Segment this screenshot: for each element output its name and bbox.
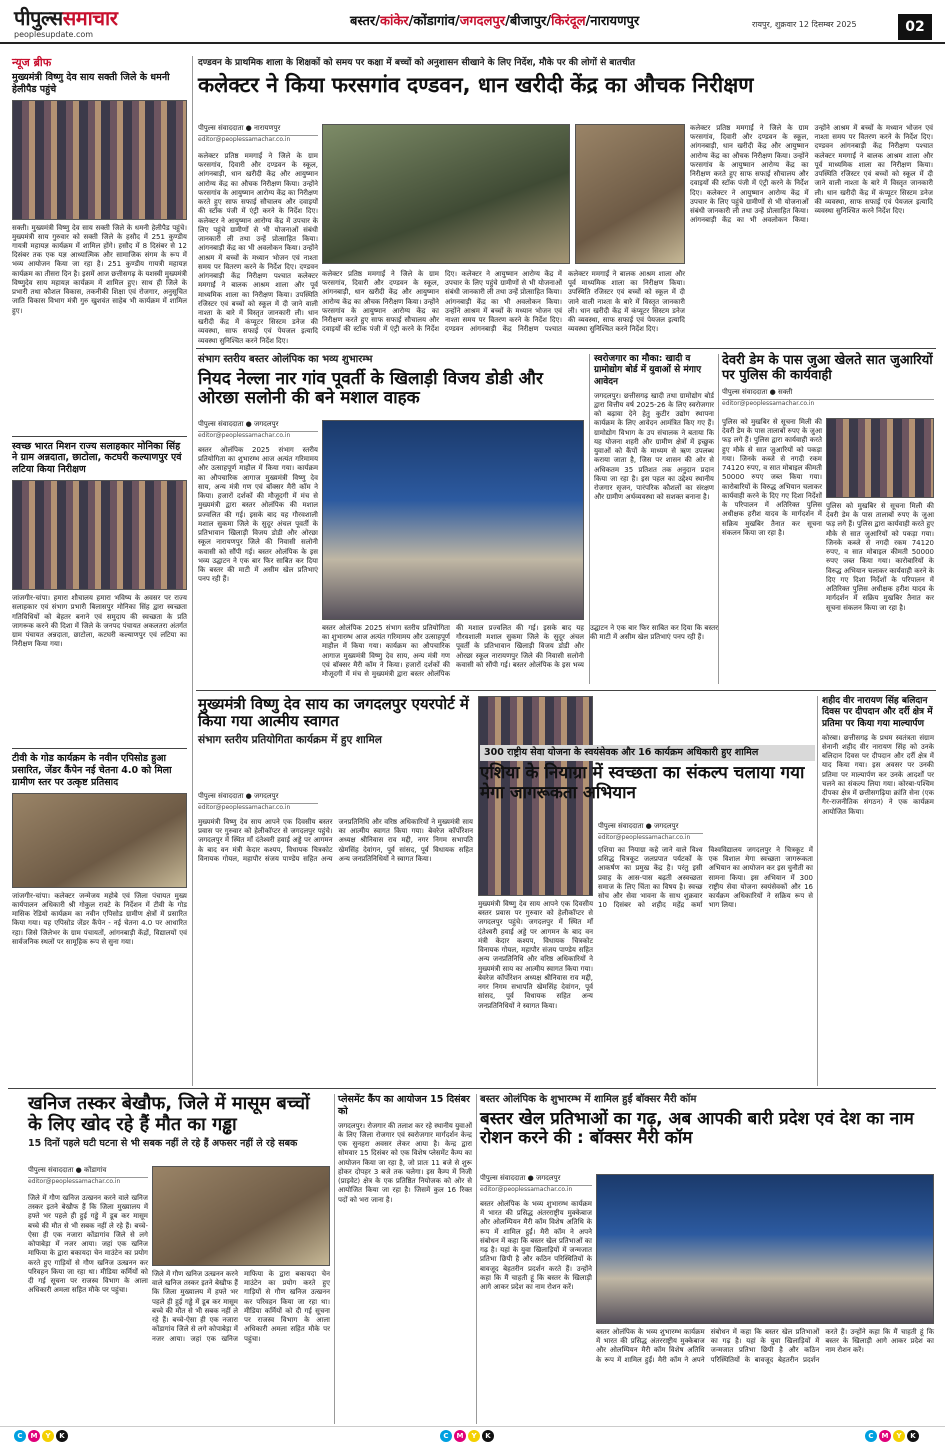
olympic-byline: पीपुल्स संवाददाता ● जगदलपुर [198, 420, 318, 432]
cmyk-marks-left [14, 1430, 68, 1442]
cmyk-marks-right [865, 1430, 919, 1442]
top-story-byline-block [198, 124, 318, 143]
placement-story [338, 1094, 472, 1402]
gambling-email[interactable]: editor@peoplessamachar.co.in [722, 399, 815, 407]
print-color-bar [0, 1426, 945, 1445]
mining-email[interactable]: editor@peoplessamachar.co.in [28, 1177, 121, 1185]
newspaper-logo[interactable] [14, 6, 117, 31]
mining-headline[interactable]: खनिज तस्कर बेखौफ, जिले में मासूम बच्चों के लिए खोद रहे हैं मौत का गड्ढा [28, 1093, 310, 1135]
cmyk-dot-k: K [482, 1430, 494, 1442]
nss-byline-block [598, 822, 703, 841]
brief2-headline[interactable]: स्वच्छ भारत मिशन राज्य सलाहकार मोनिका सिंह ने ग्राम अन्नदाता, छाटोला, कटघरी कल्याणपुर एवं लटिया किया निरीक्षण [12, 440, 182, 476]
dateline: रायपुर, शुक्रवार 12 दिसम्बर 2025 [752, 20, 857, 29]
mining-byline-block [28, 1166, 148, 1185]
gambling-headline[interactable]: देवरी डेम के पास जुआ खेलते सात जुआरियों पर पुलिस की कार्यवाही [722, 353, 933, 383]
cmyk-dot-y: Y [468, 1430, 480, 1442]
airport-subhead: संभाग स्तरीय प्रतियोगिता कार्यक्रम में हुए शामिल [198, 733, 382, 746]
placement-text: जगदलपुर। रोजगार की तलाश कर रहे स्थानीय युवाओं के लिए जिला रोजगार एवं स्वरोजगार मार्गदर्शन केन्द्र एक सुनहरा अवसर लेकर आया है। केन्द्र द्वारा सोमवार 15 दिसंबर को एक विशेष प्लेसमेंट कैम्प का आयोजन किया जा रहा है, जो प्रातः 11 बजे से शुरू होकर दोपहर 3 बजे तक चलेगा। इस कैम्प में निजी (प्राइवेट) क्षेत्र के एक प्रतिष्ठित नियोजक को ओर से आयोजित किया जा रहा है। जिसमें कुल 16 रिक्त पदों को भरा जाना है। [338, 1121, 473, 1204]
brief1-text: सक्ती। मुख्यमंत्री विष्णु देव साय सक्ती जिले के धमनी हेलीपैड पहुंचे। मुख्यमंत्री साय गुरुवार को सक्ती जिले के हसौद में 251 कुण्डीय गायत्री महायज्ञ कार्यक्रम में शामिल होंगे। हसौद में 8 दिसंबर से 12 दिसंबर तक एक यज्ञ आध्यात्मिक और सामाजिक संगम के रूप में भव्य आयोजन किया जा रहा है। 251 कुण्डीय गायत्री महायज्ञ कार्यक्रम का तीसरा दिन है। इसमें आज छत्तीसगढ़ के यशस्वी मुख्यमंत्री विष्णुदेव साय महायज्ञ कार्यक्रम में शामिल हुए। साथ ही जिले के प्रभारी तथा कौशल विकास, तकनीकी शिक्षा एवं रोजगार, अनुसूचित जाति विकास विभाग मंत्री गुरु खुशवंत साहेब भी कार्यक्रम में शामिल हुए। [12, 223, 187, 315]
gambling-photo [826, 418, 934, 498]
cmyk-dot-c: C [865, 1430, 877, 1442]
cmyk-dot-m: M [28, 1430, 40, 1442]
airport-story [198, 696, 473, 747]
marykom-headline[interactable]: बस्तर खेल प्रतिभाओं का गढ़, अब आपकी बारी प्रदेश एवं देश का नाम रोशन करने की : बॉक्सर मैरी कॉम [480, 1108, 914, 1149]
marykom-story [480, 1094, 934, 1149]
olympic-photo [322, 420, 584, 620]
martyr-story [822, 696, 934, 1014]
region-item[interactable]: /नारायणपुर [585, 14, 640, 29]
nss-text: एशिया का नियाग्रा कहे जाने वाले विश्व प्रसिद्ध चित्रकूट जलप्रपात पर्यटकों के आकर्षण का प्रमुख केंद्र है। परंतु इसी प्रवाह के आस-पास बढ़ती अस्वच्छता समाज के लिए चिंता का विषय है। स्वच्छ सोच और सेवा भावना के साथ शुक्रवार 10 दिसंबर को शहीद महेंद्र कर्मा विश्वविद्यालय जगदलपुर ने चित्रकूट में एक विशाल मेगा स्वच्छता जागरूकता अभियान का आयोजन कर इस चुनौती का सामना किया। इस अभियान में 300 राष्ट्रीय सेवा योजना स्वयंसेवकों और 16 कार्यक्रम अधिकारियों ने सक्रिय रूप से भाग लिया। [598, 846, 813, 910]
marykom-text-col1: बस्तर ओलंपिक के भव्य शुभारम्भ कार्यक्रम में भारत की प्रसिद्ध अंतरराष्ट्रीय मुक्केबाज और ओलम्पियन मैरी कॉम विशेष अतिथि के रूप में शामिल हुईं। मैरी कॉम ने अपने संबोधन में कहा कि बस्तर खेल प्रतिभाओं का गढ़ है। यहां के युवा खिलाड़ियों में जन्मजात प्रतिभा छिपी है और कठिन परिस्थितियों के बावजूद बेहतरीन प्रदर्शन करते हैं। उन्होंने कहा कि मैं चाहती हूं कि बस्तर के खिलाड़ी आगे आकर प्रदेश का नाम रोशन करें। [480, 1200, 592, 1292]
top-story-byline: पीपुल्स संवाददाता ● नारायणपुर [198, 124, 318, 136]
nss-kicker: 300 राष्ट्रीय सेवा योजना के स्वयंसेवक और 16 कार्यक्रम अधिकारी हुए शामिल [484, 747, 759, 758]
mining-subhead: 15 दिनों पहले घटी घटना से भी सबक नहीं ले रहे हैं अफसर नहीं ले रहे सबक [28, 1138, 298, 1150]
gambling-text-col2: पुलिस को मुखबिर से सूचना मिली की देवरी डेम के पास तालाबों रुपए के जुआ फड़ लगे हैं। पुलिस द्वारा कार्यवाही करते हुए मौके से सात जुआरियों को पकड़ा गया। जिनके कब्जे से नगदी रकम 74120 रुपए, व सात मोबाइल कीमती 50000 रुपए जब्त किया गया। कारोबारियों के विरुद्ध अभियान चलाकर कार्यवाही करने के दिए गए दिशा निर्देशों के परिपालन में अतिरिक्त पुलिस अधीक्षक हरीश यादव के मार्गदर्शन में सक्रिय मुखबिर तैनात कर सूचना संकलन किया जा रहा है। [826, 502, 934, 612]
olympic-headline[interactable]: नियद नेल्ला नार गांव पूवर्ती के खिलाड़ी विजय डोडी और ओरछा सलोनी की बने मशाल वाहक [198, 368, 543, 409]
martyr-text: कोरबा। छत्तीसगढ़ के प्रथम स्वतंत्रता संग्राम सेनानी शहीद वीर नारायण सिंह को उनके बलिदान दिवस पर दीपदान और दर्री क्षेत्र में याद किया गया। इस अवसर पर उनकी प्रतिमा पर माल्यार्पण कर उनके आदर्शों पर चलने का संकल्प लिया गया। कोरबा-पश्चिम दीपका क्षेत्र में छत्तीसगढ़िया क्रांति सेना (एक गैर-राजनीतिक संगठन) ने एक कार्यक्रम आयोजित किया। [822, 733, 934, 816]
brief3-photo [12, 793, 187, 888]
top-story [198, 58, 933, 97]
khadi-headline[interactable]: स्वरोजगार का मौका: खादी व ग्रामोद्योग बोर्ड में युवाओं से मंगाए आवेदन [594, 354, 702, 387]
airport-text-col3: मुख्यमंत्री विष्णु देव साय आपने एक दिवसीय बस्तर प्रवास पर गुरुवार को हेलीकॉप्टर से जगदलपुर पहुंचे। जगदलपुर में स्थित माँ दंतेश्वरी हवाई अड्डे पर आगमन के बाद वन मंत्री केदार कश्यप, विधायक चित्रकोट विनायक गोयल, महापौर संजय पाण्डेय सहित अन्य जनप्रतिनिधि और वरिष्ठ अधिकारियों ने मुख्यमंत्री साय का आत्मीय स्वागत किया गया। बेवरेज कॉर्पोरेशन अध्यक्ष श्रीनिवास राव मद्दी, नगर निगम सभापति खेमसिंह देवांगन, पूर्व सांसद, पूर्व विधायक सहित अन्य जनप्रतिनिधियों ने स्वागत किया। [478, 900, 593, 1010]
cmyk-dot-y: Y [42, 1430, 54, 1442]
brief1-photo [12, 100, 187, 220]
sidebar-label: न्यूज ब्रीफ [12, 56, 52, 69]
mining-text-col1: जिले में गौण खनिज उत्खनन करने वाले खनिज तस्कर इतने बेखौफ हैं कि जिला मुख्यालय में हफ्ते भर पहले ही हुई गड्ढे में डूब कर मासूम बच्चे की मौत से भी सबक नहीं ले रहे हैं। बच्चे-ऐसा ही एक नजारा कोंडागांव जिले से लगे कोपाबेड़ा में नजर आया। जहां एक खनिज माफिया के द्वारा बकायदा चेन माउंटेन का प्रयोग करते हुए गाड़ियों से गौण खनिज उत्खनन कर परिवहन किया जा रहा था। मीडिया कर्मियों को दी गई सूचना पर राजस्व विभाग के आला अधिकारी अमला सहित मौके पर पहुंचा। [28, 1194, 148, 1295]
brief1-headline[interactable]: मुख्यमंत्री विष्णु देव साय सक्ती जिले के धमनी हेलीपैड पहुंचे [12, 71, 170, 95]
top-story-text-col3: कलेक्टर प्रतिष्ठ ममगाईं ने जिले के ग्राम फरसगांव, दिवारी और दण्डवन के स्कूल, आंगनबाड़ी, धान खरीदी केंद्र और आयुष्मान आरोग्य केंद्र का औचक निरीक्षण किया। उन्होंने फरसगांव के आयुष्मान आरोग्य केंद्र का निरीक्षण करते हुए साफ सफाई सौचालय और दवाइयों की स्टॉक पंजी में एंट्री करने के निर्देश दिए। कलेक्टर ने आयुष्मान आरोग्य केंद्र में उपचार के लिए पहुंचे ग्रामीणों से भी योजनाओं संबंधी जानकारी ली तथा उन्हें प्रोत्साहित किया। आंगनबाड़ी केंद्र का भी अवलोकन किया। उन्होंने आश्रम में बच्चों के मध्यान भोजन एवं नाश्ता समय पर वितरण करने के निर्देश दिए। दण्डवन आंगनबाड़ी केंद्र निरीक्षण पश्चात कलेक्टर ममगाईं ने बालक आश्रम शाला और पूर्व माध्यमिक शाला का निरीक्षण किया। उपस्थिति रजिस्टर एवं बच्चों को स्कूल में दी जाने वाली नाश्ता के बारे में विस्तृत जानकारी ली। धान खरीदी केंद्र में कंप्यूटर सिस्टम डनेज की व्यवस्था, साफ सफाई एवं पेयजल इत्यादि व्यवस्था सुनिश्चित करने निर्देश दिए। [690, 124, 933, 225]
mining-story [28, 1094, 328, 1150]
airport-byline: पीपुल्स संवाददाता ● जगदलपुर [198, 792, 318, 804]
marykom-kicker: बस्तर ओलंपिक के शुभारम्भ में शामिल हुईं बॉक्सर मैरी कॉम [480, 1094, 697, 1105]
top-story-headline[interactable]: कलेक्टर ने किया फरसगांव दण्डवन, धान खरीदी केंद्र का औचक निरीक्षण [198, 73, 754, 98]
page-number: 02 [898, 14, 932, 40]
brief3-headline[interactable]: टीवी के गोड कार्यक्रम के नवीन एपिसोड हुआ प्रसारित, जेंडर कैंपेन नई चेतना 4.0 को मिला ग्रामीण स्तर पर उत्कृष्ट प्रतिसाद [12, 753, 172, 788]
top-story-kicker: दण्डवन के प्राथमिक शाला के शिक्षकों को समय पर कक्षा में बच्चों को अनुशासन सीखाने के लिए निर्देश, मौके पर की लोगों से बातचीत [198, 58, 636, 68]
news-brief-sidebar [12, 56, 187, 1081]
nss-email[interactable]: editor@peoplessamachar.co.in [598, 833, 691, 841]
top-story-photo-1 [322, 124, 570, 264]
marykom-byline-block [480, 1174, 592, 1193]
nss-headline[interactable]: एशिया के नियाग्रा में स्वच्छता का संकल्प चलाया गया मेगा जागरूकता अभियान [480, 763, 805, 803]
region-list [350, 14, 639, 30]
cmyk-marks-center [440, 1430, 494, 1442]
gambling-byline: पीपुल्स संवाददाता ● सक्ती [722, 388, 934, 400]
khadi-text: जगदलपुर। छत्तीसगढ़ खादी तथा ग्रामोद्योग बोर्ड द्वारा वित्तीय वर्ष 2025-26 के लिए स्वरोजगार को बढ़ावा देने हेतु कुटीर उद्योग स्थापना कार्यक्रम के लिए आवेदन आमंत्रित किए गए हैं। ग्रामोद्योग विभाग के उप संचालक ने बताया कि यह योजना शहरी और ग्रामीण क्षेत्रों में इच्छुक युवाओं को कैंपों के माध्यम से ऋण उपलब्ध कराया जाता है, जिस पर शासन की ओर से अधिकतम 35 प्रतिशत तक अनुदान प्रदान किया जा रहा है। इस पहल का उद्देश्य स्थानीय रोजगार सृजन, पारंपरिक कौशलों का संरक्षण और ग्रामीण अर्थव्यवस्था को सशक्त बनाना है। [594, 391, 714, 502]
cmyk-dot-m: M [454, 1430, 466, 1442]
masthead [0, 0, 945, 44]
top-story-text-col1: कलेक्टर प्रतिष्ठ ममगाईं ने जिले के ग्राम फरसगांव, दिवारी और दण्डवन के स्कूल, आंगनबाड़ी, धान खरीदी केंद्र और आयुष्मान आरोग्य केंद्र का औचक निरीक्षण किया। उन्होंने फरसगांव के आयुष्मान आरोग्य केंद्र का निरीक्षण करते हुए साफ सफाई सौचालय और दवाइयों की स्टॉक पंजी में एंट्री करने के निर्देश दिए। कलेक्टर ने आयुष्मान आरोग्य केंद्र में उपचार के लिए पहुंचे ग्रामीणों से भी योजनाओं संबंधी जानकारी ली तथा उन्हें प्रोत्साहित किया। आंगनबाड़ी केंद्र का भी अवलोकन किया। उन्होंने आश्रम में बच्चों के मध्यान भोजन एवं नाश्ता समय पर वितरण करने के निर्देश दिए। दण्डवन आंगनबाड़ी केंद्र निरीक्षण पश्चात कलेक्टर ममगाईं ने बालक आश्रम शाला और पूर्व माध्यमिक शाला का निरीक्षण किया। उपस्थिति रजिस्टर एवं बच्चों को स्कूल में दी जाने वाली नाश्ता के बारे में विस्तृत जानकारी ली। धान खरीदी केंद्र में कंप्यूटर सिस्टम डनेज की व्यवस्था, साफ सफाई एवं पेयजल इत्यादि व्यवस्था सुनिश्चित करने निर्देश दिए। [198, 152, 318, 345]
cmyk-dot-c: C [14, 1430, 26, 1442]
gambling-text-col1: पुलिस को मुखबिर से सूचना मिली की देवरी डेम के पास तालाबों रुपए के जुआ फड़ लगे हैं। पुलिस द्वारा कार्यवाही करते हुए मौके से सात जुआरियों को पकड़ा गया। जिनके कब्जे से नगदी रकम 74120 रुपए, व सात मोबाइल कीमती 50000 रुपए जब्त किया गया। कारोबारियों के विरुद्ध अभियान चलाकर कार्यवाही करने के दिए गए दिशा निर्देशों के परिपालन में अतिरिक्त पुलिस अधीक्षक हरीश यादव के मार्गदर्शन में सक्रिय मुखबिर तैनात कर सूचना संकलन किया जा रहा है। [722, 418, 822, 537]
marykom-byline: पीपुल्स संवाददाता ● जगदलपुर [480, 1174, 592, 1186]
brief2-text: जांजगीर-चांपा। हमारा शौचालय हमारा भविष्य के अवसर पर राज्य सलाहकार एवं संभाग प्रभारी बिलासपुर मोनिका सिंह द्वारा स्वच्छता गतिविधियों को बेहतर बनाने एवं समुदाय की स्वच्छता के प्रति जागरूक करने की दिशा में जिले के जनपद पंचायत अकलतरा अंतर्गत ग्राम पंचायत अन्नदाता, छाटोला, कटघरी कल्याणपुर एवं लटिया का निरीक्षण किया गया। [12, 594, 187, 649]
airport-text: मुख्यमंत्री विष्णु देव साय आपने एक दिवसीय बस्तर प्रवास पर गुरुवार को हेलीकॉप्टर से जगदलपुर पहुंचे। जगदलपुर में स्थित माँ दंतेश्वरी हवाई अड्डे पर आगमन के बाद वन मंत्री केदार कश्यप, विधायक चित्रकोट विनायक गोयल, महापौर संजय पाण्डेय सहित अन्य जनप्रतिनिधि और वरिष्ठ अधिकारियों ने मुख्यमंत्री साय का आत्मीय स्वागत किया गया। बेवरेज कॉर्पोरेशन अध्यक्ष श्रीनिवास राव मद्दी, नगर निगम सभापति खेमसिंह देवांगन, पूर्व सांसद, पूर्व विधायक सहित अन्य जनप्रतिनिधियों ने स्वागत किया। [198, 818, 473, 863]
region-item[interactable]: जगदलपुर [459, 14, 506, 29]
region-item[interactable]: किरंदूल [551, 14, 586, 29]
gambling-story [722, 354, 934, 407]
nss-byline: पीपुल्स संवाददाता ● जगदलपुर [598, 822, 703, 834]
region-item[interactable]: बस्तर/ [350, 14, 380, 29]
airport-headline[interactable]: मुख्यमंत्री विष्णु देव साय का जगदलपुर एयरपोर्ट में किया गया आत्मीय स्वागत [198, 695, 469, 731]
olympic-text-col1: बस्तर ओलंपिक 2025 संभाग स्तरीय प्रतियोगिता का शुभारम्भ आज अत्यंत गरिमामय और उत्साहपूर्ण माहौल में किया गया। कार्यक्रम का औपचारिक आगाज मुख्यमंत्री विष्णु देव साय, अन्य मंत्री गण एवं बॉक्सर मैरी कॉम ने किया। हजारों दर्शकों की मौजूदगी में मंच से मुख्यमंत्री द्वारा बस्तर ओलंपिक की मशाल प्रज्वलित की गई। इसके बाद यह गौरवशाली मशाल सुकमा जिले के सुदूर अंचल पूवर्ती के प्रतिभावान खिलाड़ी विजय डोडी और ओरछा स्कूल नारायणपुर जिले की निवासी सलोनी कवासी को सौंपी गई। बस्तर ओलंपिक के इस भव्य उद्घाटन ने एक बार फिर साबित कर दिया कि बस्तर की माटी में असीम खेल प्रतिभाएं पनप रही हैं। [198, 446, 318, 584]
cmyk-dot-y: Y [893, 1430, 905, 1442]
mining-photo [152, 1166, 330, 1266]
nss-story [480, 764, 815, 803]
cmyk-dot-m: M [879, 1430, 891, 1442]
marykom-text-col2: बस्तर ओलंपिक के भव्य शुभारम्भ कार्यक्रम में भारत की प्रसिद्ध अंतरराष्ट्रीय मुक्केबाज और ओलम्पियन मैरी कॉम विशेष अतिथि के रूप में शामिल हुईं। मैरी कॉम ने अपने संबोधन में कहा कि बस्तर खेल प्रतिभाओं का गढ़ है। यहां के युवा खिलाड़ियों में जन्मजात प्रतिभा छिपी है और कठिन परिस्थितियों के बावजूद बेहतरीन प्रदर्शन करते हैं। उन्होंने कहा कि मैं चाहती हूं कि बस्तर के खिलाड़ी आगे आकर प्रदेश का नाम रोशन करें। [596, 1328, 934, 1364]
olympic-story [198, 354, 583, 409]
mining-byline: पीपुल्स संवाददाता ● कोंडागांव [28, 1166, 148, 1178]
cmyk-dot-k: K [56, 1430, 68, 1442]
olympic-byline-block [198, 420, 318, 439]
brief3-text: जांजगीर-चांपा। कलेक्टर जन्मेजय महोबे एवं जिला पंचायत मुख्य कार्यपालन अधिकारी श्री गोकुल रावटे के निर्देशन में टीवी के गोड मासिक रेडियो कार्यक्रम का नवीन एपिसोड ग्रामीण क्षेत्रों में प्रसारित किया गया। यह एपिसोड जेंडर कैंपेन - नई चेतना 4.0 पर आधारित रहा। जिसे जिलेभर के ग्राम पंचायतों, आंगनबाड़ी केंद्रों, विद्यालयों एवं सार्वजनिक स्थलों पर सामूहिक रूप से सुना गया। [12, 891, 187, 946]
cmyk-dot-k: K [907, 1430, 919, 1442]
olympic-email[interactable]: editor@peoplessamachar.co.in [198, 431, 291, 439]
airport-byline-block [198, 792, 318, 811]
top-story-email[interactable]: editor@peoplessamachar.co.in [198, 135, 291, 143]
martyr-headline[interactable]: शहीद वीर नारायण सिंह बलिदान दिवस पर दीपदान और दर्री क्षेत्र में प्रतिमा पर किया गया माल्यार्पण [822, 696, 933, 729]
top-story-text-col2: कलेक्टर प्रतिष्ठ ममगाईं ने जिले के ग्राम फरसगांव, दिवारी और दण्डवन के स्कूल, आंगनबाड़ी, धान खरीदी केंद्र और आयुष्मान आरोग्य केंद्र का औचक निरीक्षण किया। उन्होंने फरसगांव के आयुष्मान आरोग्य केंद्र का निरीक्षण करते हुए साफ सफाई सौचालय और दवाइयों की स्टॉक पंजी में एंट्री करने के निर्देश दिए। कलेक्टर ने आयुष्मान आरोग्य केंद्र में उपचार के लिए पहुंचे ग्रामीणों से भी योजनाओं संबंधी जानकारी ली तथा उन्हें प्रोत्साहित किया। आंगनबाड़ी केंद्र का भी अवलोकन किया। उन्होंने आश्रम में बच्चों के मध्यान भोजन एवं नाश्ता समय पर वितरण करने के निर्देश दिए। दण्डवन आंगनबाड़ी केंद्र निरीक्षण पश्चात कलेक्टर ममगाईं ने बालक आश्रम शाला और पूर्व माध्यमिक शाला का निरीक्षण किया। उपस्थिति रजिस्टर एवं बच्चों को स्कूल में दी जाने वाली नाश्ता के बारे में विस्तृत जानकारी ली। धान खरीदी केंद्र में कंप्यूटर सिस्टम डनेज की व्यवस्था, साफ सफाई एवं पेयजल इत्यादि व्यवस्था सुनिश्चित करने निर्देश दिए। [322, 270, 685, 334]
khadi-story [594, 354, 714, 677]
region-item[interactable]: /कोंडागांव/ [408, 14, 460, 29]
olympic-kicker: संभाग स्तरीय बस्तर ओलंपिक का भव्य शुभारम्भ [198, 354, 373, 365]
nss-kicker-band [480, 745, 815, 761]
airport-email[interactable]: editor@peoplessamachar.co.in [198, 803, 291, 811]
mining-text-col2: जिले में गौण खनिज उत्खनन करने वाले खनिज तस्कर इतने बेखौफ हैं कि जिला मुख्यालय में हफ्ते भर पहले ही हुई गड्ढे में डूब कर मासूम बच्चे की मौत से भी सबक नहीं ले रहे हैं। बच्चे-ऐसा ही एक नजारा कोंडागांव जिले से लगे कोपाबेड़ा में नजर आया। जहां एक खनिज माफिया के द्वारा बकायदा चेन माउंटेन का प्रयोग करते हुए गाड़ियों से गौण खनिज उत्खनन कर परिवहन किया जा रहा था। मीडिया कर्मियों को दी गई सूचना पर राजस्व विभाग के आला अधिकारी अमला सहित मौके पर पहुंचा। [152, 1270, 330, 1343]
olympic-text-col2: बस्तर ओलंपिक 2025 संभाग स्तरीय प्रतियोगिता का शुभारम्भ आज अत्यंत गरिमामय और उत्साहपूर्ण माहौल में किया गया। कार्यक्रम का औपचारिक आगाज मुख्यमंत्री विष्णु देव साय, अन्य मंत्री गण एवं बॉक्सर मैरी कॉम ने किया। हजारों दर्शकों की मौजूदगी में मंच से मुख्यमंत्री द्वारा बस्तर ओलंपिक की मशाल प्रज्वलित की गई। इसके बाद यह गौरवशाली मशाल सुकमा जिले के सुदूर अंचल पूवर्ती के प्रतिभावान खिलाड़ी विजय डोडी और ओरछा स्कूल नारायणपुर जिले की निवासी सलोनी कवासी को सौंपी गई। बस्तर ओलंपिक के इस भव्य उद्घाटन ने एक बार फिर साबित कर दिया कि बस्तर की माटी में असीम खेल प्रतिभाएं पनप रही हैं। [322, 624, 718, 679]
brief2-photo [12, 480, 187, 590]
logo-left-text: पीपुल्स [14, 6, 63, 30]
logo-right-text: समाचार [62, 6, 118, 30]
website-link[interactable]: peoplesupdate.com [14, 30, 94, 39]
region-item[interactable]: कांकेर [379, 14, 409, 29]
placement-headline[interactable]: प्लेसमेंट कैंप का आयोजन 15 दिसंबर को [338, 1094, 470, 1117]
region-item[interactable]: /बीजापुर/ [505, 14, 552, 29]
marykom-email[interactable]: editor@peoplessamachar.co.in [480, 1185, 573, 1193]
marykom-photo [596, 1174, 934, 1324]
top-story-photo-2 [575, 124, 685, 264]
cmyk-dot-c: C [440, 1430, 452, 1442]
